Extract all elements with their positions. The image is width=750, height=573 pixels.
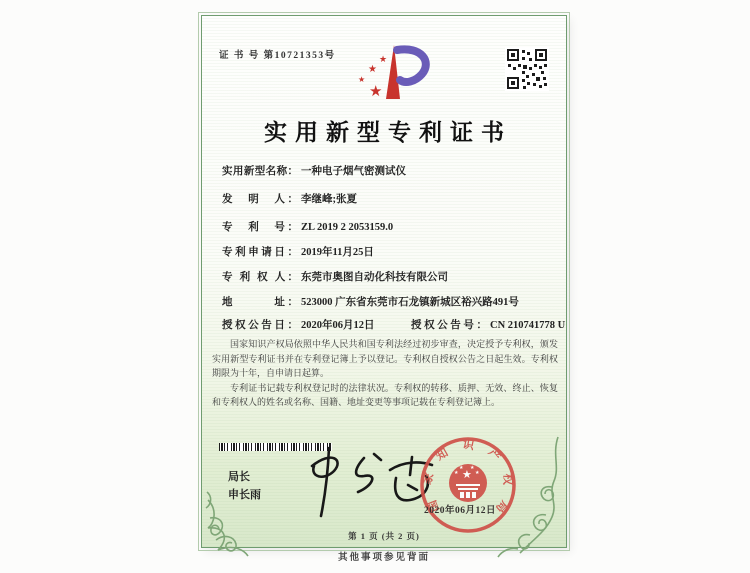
field-value: 2020年06月12日 (301, 320, 375, 331)
director-title: 局长 (228, 471, 250, 483)
field-label: 实用新型名称： (222, 166, 298, 177)
field-value: ZL 2019 2 2053159.0 (301, 222, 394, 233)
legal-paragraph: 专利证书记载专利权登记时的法律状况。专利权的转移、质押、无效、终止、恢复和专利权人的姓名或名称、国籍、地址变更等事项记载在专利登记簿上。 (212, 382, 558, 407)
svg-text:★: ★ (369, 84, 383, 100)
field-label: 专 利 权 人： (222, 272, 298, 283)
svg-text:★: ★ (358, 75, 366, 84)
field-patent-no (222, 219, 393, 234)
svg-text:★: ★ (475, 471, 480, 476)
corner-ornament-right-icon (494, 431, 564, 559)
field-value: 523000 广东省东莞市石龙镇新城区裕兴路491号 (301, 297, 519, 308)
field-label: 授权公告日： (222, 320, 298, 331)
field-label: 发 明 人： (222, 194, 298, 205)
field-value: 一种电子烟气密测试仪 (301, 166, 406, 177)
cnipa-logo-icon (352, 40, 434, 112)
field-filing-date (222, 244, 374, 259)
field-value: 东莞市奥图自动化科技有限公司 (301, 272, 448, 283)
seal-date: 2020年06月12日 (424, 506, 497, 516)
back-note: 其他事项参见背面 (337, 553, 430, 563)
legal-paragraph: 国家知识产权局依照中华人民共和国专利法经过初步审查，决定授予专利权，颁发实用新型专利证书并在专利登记簿上予以登记。专利权自授权公告之日起生效。专利权期限为十年，自申请日起算。 (212, 339, 558, 378)
svg-text:★: ★ (379, 54, 388, 64)
certificate-number: 证 书 号 第10721353号 (219, 51, 336, 61)
legal-text (212, 337, 558, 410)
field-patentee (222, 269, 448, 284)
field-value: 李继峰;张夏 (301, 194, 357, 205)
certificate-title: 实用新型专利证书 (264, 120, 512, 145)
svg-text:★: ★ (454, 471, 459, 476)
svg-text:★: ★ (459, 466, 464, 471)
field-grant-date-and-no (222, 317, 566, 332)
field-label: 授权公告号： (411, 320, 487, 331)
field-value: 2019年11月25日 (301, 247, 374, 258)
page-number: 第 1 页 (共 2 页) (348, 531, 420, 541)
patent-certificate (201, 15, 567, 548)
director-name: 申长雨 (228, 489, 261, 501)
svg-text:★: ★ (368, 64, 377, 75)
svg-text:★: ★ (470, 466, 475, 471)
field-label: 地 址： (222, 297, 298, 308)
field-name (222, 163, 406, 178)
field-inventor (222, 191, 357, 206)
field-label: 专 利 号： (222, 222, 298, 233)
field-label: 专利申请日： (222, 247, 298, 258)
field-value: CN 210741778 U (490, 320, 566, 331)
corner-ornament-left-icon (204, 466, 266, 558)
field-address (222, 294, 519, 309)
qr-code-icon (505, 47, 549, 91)
svg-text:★: ★ (462, 469, 472, 481)
seal-text: 国家知识产权局 (421, 438, 514, 525)
